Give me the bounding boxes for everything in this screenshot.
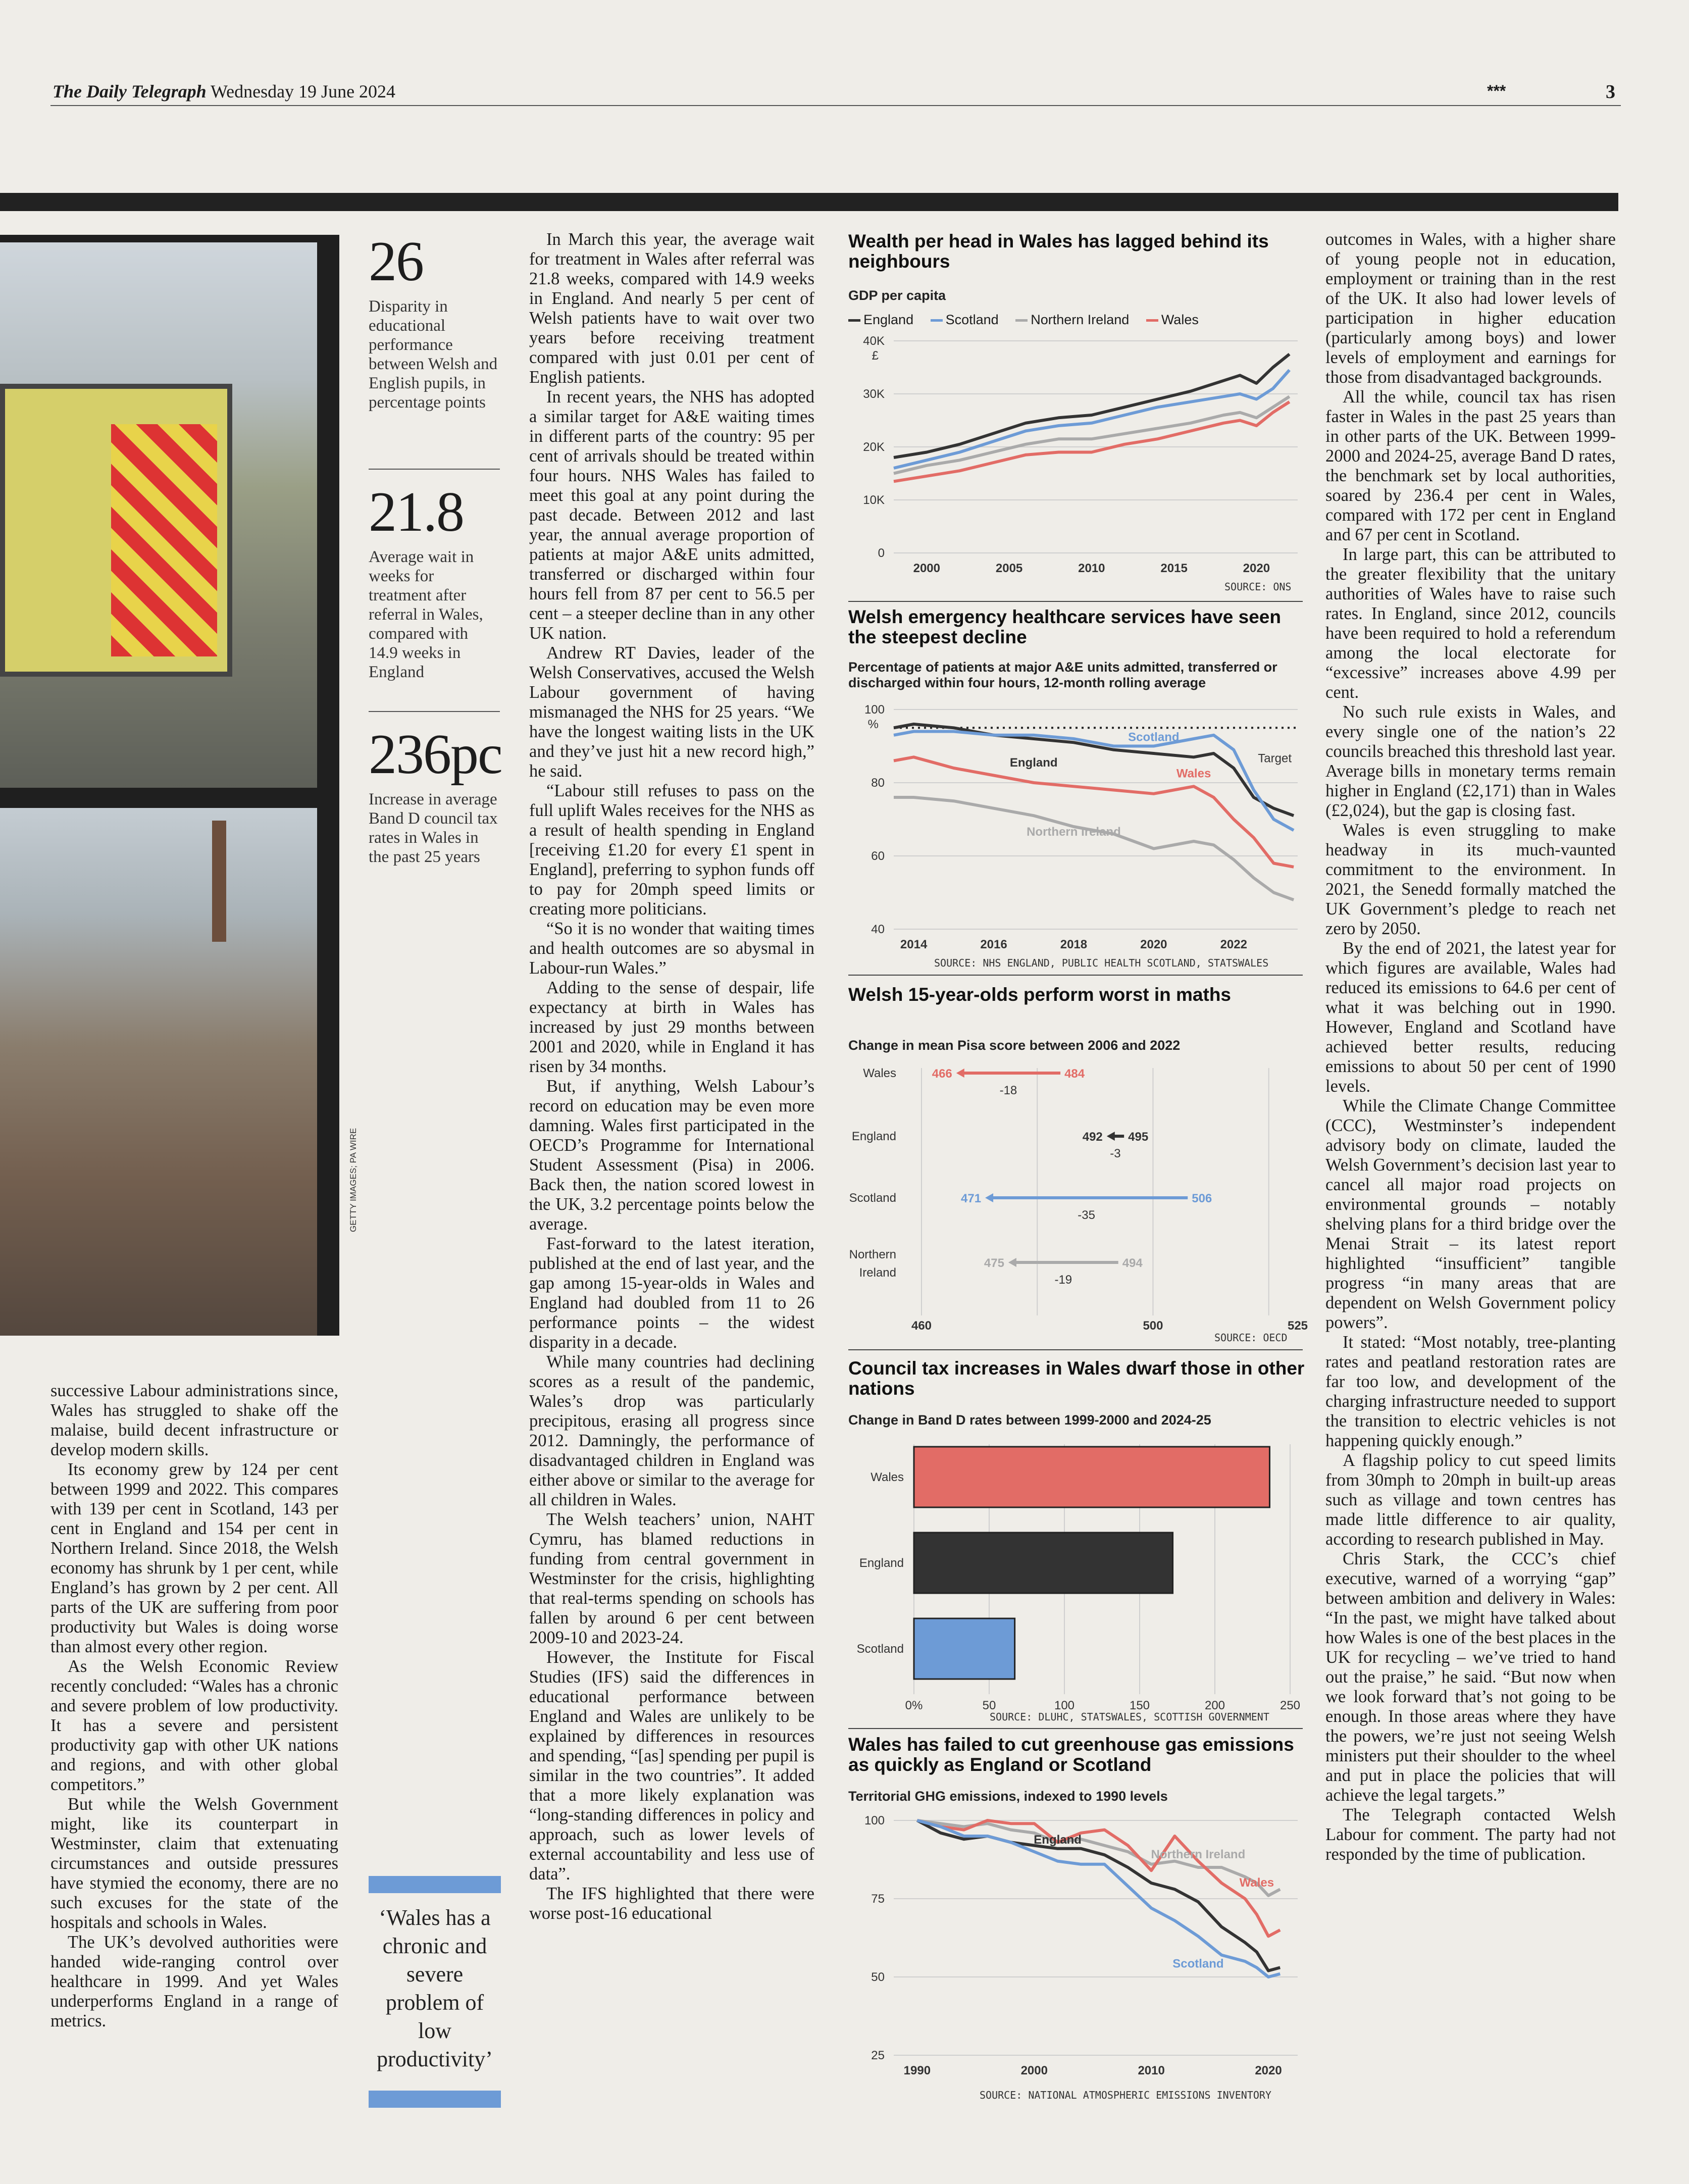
stat-divider [369,469,500,470]
y-tick-label: 75 [871,1892,885,1906]
y-tick-label: 20K [863,440,885,454]
row-label: Northern [849,1248,896,1261]
chart-gdp-subtitle: GDP per capita [848,288,946,303]
row-label: England [851,1130,896,1143]
paragraph: The IFS highlighted that there were worse post-16 educational [529,1884,814,1923]
stat-desc: Disparity in educational performance between Welsh and English pupils, in percentage points [369,297,498,412]
chart-ae-title: Welsh emergency healthcare services have seen the steepest decline [848,606,1281,647]
x-tick-label: 100 [1054,1699,1075,1712]
x-tick-label: 2015 [1160,562,1188,575]
y-tick-label: 40K [863,334,885,348]
article-column-1 [50,1381,338,2031]
issue-date: Wednesday 19 June 2024 [211,81,396,101]
stat-block-3 [369,723,502,867]
paragraph: In recent years, the NHS has adopted a similar target for A&E waiting times in different parts of the country: 95 per cent of arrivals should be treated within four hours. NHS Wales has failed to meet this goal at any point during the past decade. Between 2012 and last year, the annual average proportion of patients at major A&E units admitted, transferred or discharged within four hours fell from 87 per cent to 56.5 per cent – a steeper decline than in any other UK nation. [529,387,814,643]
photo-credit: GETTY IMAGES; PA WIRE [348,1128,358,1232]
bar-category-label: Wales [871,1470,904,1484]
bar-scotland [914,1618,1015,1679]
paragraph: successive Labour administrations since, Wales has struggled to shake off the malaise, build decent infrastructure or develop modern skills. [50,1381,338,1459]
pisa-2006-score: 506 [1192,1192,1212,1205]
pisa-arrowhead [1107,1132,1115,1141]
x-tick-label: 150 [1129,1699,1150,1712]
chart-gdp [846,331,1310,598]
chart-divider [848,601,1303,602]
paragraph: In March this year, the average wait for treatment in Wales after referral was 21.8 weeks, compared with 14.9 weeks in England. And nearly 5 per cent of Welsh patients have to wait over two years before receiving treatment compared with just 0.01 per cent of English patients. [529,230,814,387]
legend-wales: Wales [1146,312,1199,327]
publication-name: The Daily Telegraph [53,81,207,101]
pisa-change-label: -19 [1054,1273,1072,1287]
paragraph: outcomes in Wales, with a higher share of young people not in education, employment or training than in the rest of the UK. It also had lower levels of participation in higher education (particularly among boys) and lower levels of employment and earnings for those from disadvantaged backgrounds. [1325,230,1616,387]
chart-gdp-title: Wealth per head in Wales has lagged behind its neighbours [848,231,1269,272]
chart-tax [846,1437,1310,1712]
pull-quote: ‘Wales has a chronic and severe problem of low productivity’ [377,1905,493,2071]
y-tick-label: 100 [864,703,885,717]
series-line-wales [894,757,1294,867]
paragraph: As the Welsh Economic Review recently concluded: “Wales has a chronic and severe problem of low productivity. It has a severe and persistent productivity gap with other UK nations and regions, and with other global competitors.” [50,1657,338,1794]
series-label-england: England [1009,756,1058,770]
y-unit-label: £ [872,349,879,363]
y-tick-label: 30K [863,387,885,401]
chart-ghg-title: Wales has failed to cut greenhouse gas emissions as quickly as England or Scotland [848,1734,1294,1775]
paragraph: “Labour still refuses to pass on the full uplift Wales receives for the NHS as a result of health spending in England [receiving £1.20 for every £1 spent in England], preferring to syphon funds off to pay for 20mph speed limits or creating more politicians. [529,781,814,919]
pisa-2022-score: 471 [961,1192,982,1205]
chart-ae-subtitle: Percentage of patients at major A&E units admitted, transferred or discharged within four hours, 12-month rolling average [848,659,1277,690]
paragraph: Its economy grew by 124 per cent between 1999 and 2022. This compares with 139 per cent in Scotland, 143 per cent in England and 154 per cent in Northern Ireland. Since 2018, the Welsh economy has shrunk by 1 per cent, while England’s has grown by 2 per cent. All parts of the UK are suffering from poor productivity but Wales is doing worse than almost every other region. [50,1460,338,1656]
y-tick-label: 0 [878,546,885,560]
legend-england: England [848,312,913,327]
steelworks-chimney [212,821,226,942]
chart-pisa-title: Welsh 15-year-olds perform worst in maths [848,984,1232,1005]
chart-ae-source: SOURCE: NHS ENGLAND, PUBLIC HEALTH SCOTLAND, STATSWALES [934,957,1269,969]
stat-desc: Average wait in weeks for treatment after referral in Wales, compared with 14.9 weeks in England [369,548,483,681]
series-label-wales: Wales [1239,1876,1274,1890]
x-tick-label: 2010 [1138,2064,1165,2077]
pisa-change-label: -35 [1078,1208,1095,1222]
header-rule [50,105,1621,106]
series-label-northern-ireland: Northern Ireland [1027,825,1121,839]
pisa-2022-score: 475 [984,1256,1004,1270]
pisa-2006-score: 495 [1128,1130,1149,1144]
chart-pisa-source: SOURCE: OECD [1214,1332,1288,1344]
row-label: Wales [863,1066,896,1080]
stat-block-2 [369,481,500,682]
x-tick-label: 2000 [913,562,941,575]
pisa-change-label: -3 [1110,1147,1121,1160]
series-label-england: England [1034,1833,1082,1847]
series-line-northern-ireland [894,797,1294,900]
pisa-2022-score: 466 [932,1067,952,1081]
chart-ghg-subtitle: Territorial GHG emissions, indexed to 1990 levels [848,1789,1168,1804]
x-tick-label: 2000 [1020,2064,1048,2077]
series-line-england [894,354,1290,458]
series-label-northern-ireland: Northern Ireland [1151,1848,1246,1861]
chart-pisa-subtitle: Change in mean Pisa score between 2006 and 2022 [848,1038,1181,1053]
paragraph: No such rule exists in Wales, and every single one of the nation’s 22 councils breached this threshold last year. Average bills in monetary terms remain higher in England (£2,171) than in Wales (£2,024), but the gap is closing fast. [1325,702,1616,820]
chart-ghg-source: SOURCE: NATIONAL ATMOSPHERIC EMISSIONS INVENTORY [980,2089,1271,2101]
quote-bar-top [369,1876,501,1893]
pisa-change-label: -18 [999,1084,1017,1097]
target-label: Target [1258,751,1292,766]
y-tick-label: 100 [864,1814,885,1827]
x-tick-label: 2020 [1255,2064,1282,2077]
chart-ghg [846,1808,1310,2096]
y-tick-label: 40 [871,923,885,936]
stat-value: 21.8 [369,481,464,543]
y-tick-label: 50 [871,1970,885,1984]
stat-divider [369,711,500,712]
x-tick-label: 2020 [1140,938,1167,951]
x-tick-label: 2014 [900,938,928,951]
paragraph: But, if anything, Welsh Labour’s record on education may be even more damning. Wales first participated in the OECD’s Programme for International Student Assessment (Pisa) in 2006. Back then, the nation scored lowest in the UK, 3.2 percentage points below the average. [529,1077,814,1234]
quote-bar-bottom [369,2091,501,2108]
pisa-arrowhead [1008,1258,1016,1267]
paragraph: But while the Welsh Government might, like its counterpart in Westminster, claim that extenuating circumstances and outside pressures have stymied the economy, there are no such excuses for the state of the hospitals and schools in Wales. [50,1795,338,1932]
pisa-2006-score: 484 [1064,1067,1085,1081]
bar-wales [914,1447,1269,1507]
paragraph: The UK’s devolved authorities were handed wide-ranging control over healthcare in 1999. And yet Wales underperforms England in a range of metrics. [50,1933,338,2030]
y-unit-label: % [867,718,879,731]
y-tick-label: 25 [871,2049,885,2062]
legend-scotland: Scotland [931,312,999,327]
stat-value: 26 [369,230,423,293]
paragraph: All the while, council tax has risen faster in Wales in the past 25 years than in other parts of the UK. Between 1999-2000 and 2024-25, average Band D rates, the benchmark set by local authorities, soared by 236.4 per cent in Wales, compared with 172 per cent in England and 67 per cent in Scotland. [1325,387,1616,544]
masthead [53,81,395,102]
article-column-2 [529,230,814,1923]
chart-divider [848,1728,1303,1729]
chart-tax-subtitle: Change in Band D rates between 1999-2000 and 2024-25 [848,1412,1211,1428]
paragraph: While many countries had declining scores as a result of the pandemic, Wales’s drop was particularly precipitous, erasing all progress since 2012. Damningly, the performance of disadvantaged children in England was either above or similar to the average for all children in Wales. [529,1352,814,1509]
steelworks-photo [0,808,317,1336]
paragraph: Andrew RT Davies, leader of the Welsh Conservatives, accused the Welsh Labour government of having mismanaged the NHS for 25 years. “We have the longest waiting lists in the UK and they’ve just hit a new record high,” he said. [529,643,814,781]
page-number: 3 [1606,81,1615,103]
paragraph: However, the Institute for Fiscal Studies (IFS) said the differences in educational performance between England and Wales are unlikely to be explained by differences in resources and spending, “[as] spending per pupil is similar in the two countries”. It added that a more likely explanation was “long-standing differences in policy and approach, such as lower levels of external accountability and less use of data”. [529,1648,814,1884]
chart-gdp-legend [848,312,1212,328]
pisa-arrowhead [956,1069,964,1078]
x-tick-label: 460 [911,1319,932,1333]
paragraph: Wales is even struggling to make headway in its much-vaunted commitment to the environment. In 2021, the Senedd formally matched the UK Government’s pledge to reach net zero by 2050. [1325,821,1616,938]
paragraph: The Telegraph contacted Welsh Labour for comment. The party had not responded by the time of publication. [1325,1805,1616,1864]
paragraph: By the end of 2021, the latest year for which figures are available, Wales had reduced its emissions to 64.6 per cent of what it was belching out in 1990. However, England and Scotland have achieved better results, reducing emissions to about 50 per cent of 1990 levels. [1325,939,1616,1096]
paragraph: It stated: “Most notably, tree-planting rates and peatland restoration rates are far too low, and development of the charging infrastructure needed to support the transition to electric vehicles is not happening quickly enough.” [1325,1333,1616,1450]
series-label-scotland: Scotland [1128,730,1180,744]
x-tick-label: 250 [1279,1699,1301,1712]
x-tick-label: 50 [982,1699,996,1712]
ambulance-chevron-stripes [111,424,217,656]
legend-northern-ireland: Northern Ireland [1015,312,1129,327]
x-tick-label: 500 [1143,1319,1163,1333]
paragraph: “So it is no wonder that waiting times and health outcomes are so abysmal in Labour-run Wales.” [529,919,814,978]
bar-category-label: England [859,1556,904,1570]
series-label-scotland: Scotland [1172,1957,1224,1971]
section-bar [0,193,1618,211]
stat-value: 236pc [369,723,502,786]
paragraph: The Welsh teachers’ union, NAHT Cymru, has blamed reductions in funding from central government in Westminster for the crisis, highlighting that real-terms spending on schools has fallen by around 6 per cent between 2009-10 and 2023-24. [529,1510,814,1647]
paragraph: Fast-forward to the latest iteration, published at the end of last year, and the gap among 15-year-olds in Wales and England had doubled from 11 to 26 performance points – the widest disparity in a decade. [529,1234,814,1352]
stat-block-1 [369,230,500,412]
pisa-arrowhead [985,1193,993,1202]
x-tick-label: 2020 [1243,562,1270,575]
paragraph: In large part, this can be attributed to the greater flexibility that the unitary authorities of Wales have to raise such rates. In England, since 2012, councils have been required to hold a referendum among the local electorate for “excessive” increases above 4.99 per cent. [1325,545,1616,702]
bar-category-label: Scotland [856,1642,904,1656]
stat-desc: Increase in average Band D council tax rates in Wales in the past 25 years [369,790,498,866]
pisa-2006-score: 494 [1122,1256,1143,1270]
x-tick-label: 2016 [980,938,1007,951]
chart-pisa [846,1058,1310,1341]
x-tick-label: 0% [905,1699,923,1712]
chart-divider [848,1349,1303,1350]
x-tick-label: 1990 [903,2064,931,2077]
row-label: Ireland [859,1266,896,1280]
row-label: Scotland [849,1191,896,1205]
x-tick-label: 2022 [1220,938,1247,951]
x-tick-label: 2005 [995,562,1023,575]
chart-gdp-source: SOURCE: ONS [1224,581,1292,593]
bar-england [914,1533,1173,1593]
x-tick-label: 2010 [1078,562,1105,575]
chart-tax-title: Council tax increases in Wales dwarf those in other nations [848,1358,1305,1399]
x-tick-label: 200 [1204,1699,1225,1712]
chart-divider [848,975,1303,976]
pisa-2022-score: 492 [1082,1130,1103,1144]
paragraph: Chris Stark, the CCC’s chief executive, warned of a worrying “gap” between ambition and delivery in Wales: “In the past, we might have talked about how Wales is one of the best places in the UK for recycling – we’ve tried to hand out the praise,” he said. “But now when we look forward that’s not going to be enough. In those areas where they have the powers, we’re just not seeing Welsh ministers put their shoulder to the wheel and put in place the policies that will achieve the legal targets.” [1325,1549,1616,1805]
chart-tax-source: SOURCE: DLUHC, STATSWALES, SCOTTISH GOVERNMENT [990,1711,1269,1723]
paragraph: While the Climate Change Committee (CCC), Westminster’s independent advisory body on climate, lauded the Welsh Government’s decision last year to cancel all major road projects on environmental grounds – notably shelving plans for a third bridge over the Menai Strait – its latest report highlighted “insufficient” tangible progress “in many areas that are dependent on Welsh Government policy powers”. [1325,1096,1616,1332]
x-tick-label: 525 [1287,1319,1308,1333]
y-tick-label: 80 [871,776,885,790]
series-label-wales: Wales [1176,767,1211,781]
edition-stars: *** [1487,82,1506,100]
article-column-3 [1325,230,1616,1864]
chart-ae [846,699,1310,962]
paragraph: A flagship policy to cut speed limits from 30mph to 20mph in built-up areas such as village and town centres has made little difference to air quality, according to research published in May. [1325,1451,1616,1549]
x-tick-label: 2018 [1060,938,1088,951]
y-tick-label: 10K [863,493,885,507]
y-tick-label: 60 [871,849,885,863]
paragraph: Adding to the sense of despair, life expectancy at birth in Wales has increased by just 29 months between 2001 and 2020, while in England it has risen by 34 months. [529,978,814,1076]
series-line-northern-ireland [894,396,1290,473]
